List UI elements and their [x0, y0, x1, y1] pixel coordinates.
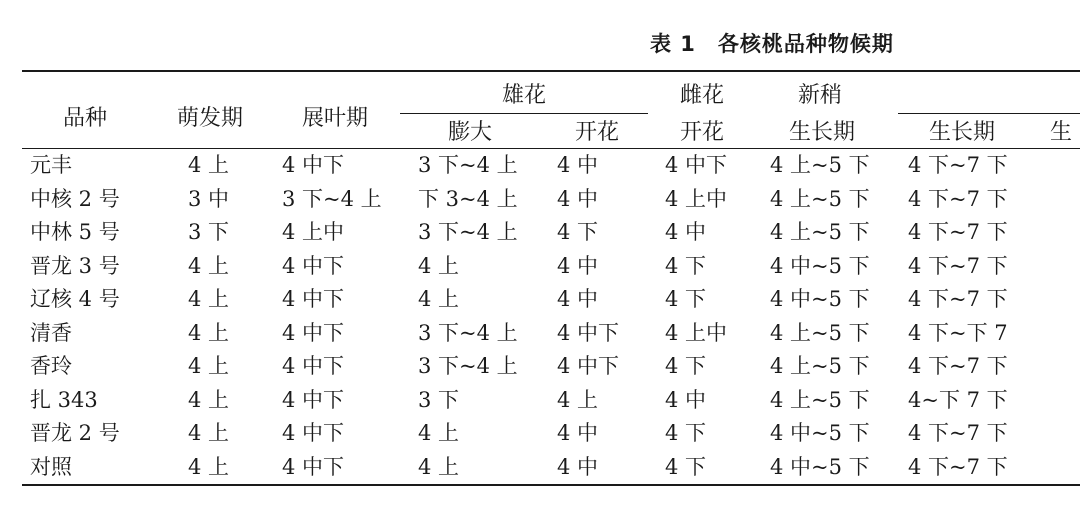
header-leafing: 展叶期: [301, 106, 369, 131]
cell-female-bloom: 4 中下: [665, 153, 728, 177]
cell-male-swell: 3 下~4 上: [418, 320, 518, 345]
cell-male-bloom: 4 中下: [557, 354, 620, 378]
cell-growth-period: 4 下~7 下: [908, 421, 1008, 445]
cell-variety: 中林 5 号: [30, 220, 120, 244]
header-male-swell: 膨大: [447, 120, 493, 145]
cell-male-bloom: 4 上: [557, 387, 599, 412]
cell-shoot-growth: 4 中~5 下: [770, 454, 870, 479]
cell-leafing: 4 上中: [282, 220, 345, 244]
cell-leafing: 4 中下: [282, 421, 345, 445]
cell-male-swell: 3 下~4 上: [418, 153, 518, 177]
cell-growth-period: 4 下~7 下: [908, 186, 1008, 211]
header-male: 雄花: [501, 83, 547, 108]
cell-variety: 对照: [30, 454, 72, 479]
cell-female-bloom: 4 下: [665, 354, 707, 378]
cell-male-swell: 下 3~4 上: [418, 186, 518, 211]
cell-shoot-growth: 4 上~5 下: [770, 220, 870, 244]
cell-female-bloom: 4 中: [665, 220, 707, 244]
cell-male-swell: 4 上: [418, 253, 460, 278]
header-female: 雌花: [679, 83, 725, 108]
cell-male-swell: 3 下~4 上: [418, 354, 518, 378]
cell-variety: 辽核 4 号: [30, 287, 120, 311]
cell-growth-period: 4 下~7 下: [908, 253, 1008, 278]
cell-shoot-growth: 4 上~5 下: [770, 387, 870, 412]
header-growth-period: 生长期: [928, 120, 996, 145]
cell-male-swell: 4 上: [418, 454, 460, 479]
cell-male-swell: 4 上: [418, 421, 460, 445]
cell-shoot-growth: 4 上~5 下: [770, 153, 870, 177]
cell-shoot-growth: 4 中~5 下: [770, 421, 870, 445]
cell-leafing: 4 中下: [282, 253, 345, 278]
header-bottom-rule: [22, 148, 1080, 149]
cell-male-swell: 3 下: [418, 387, 460, 412]
cell-budding: 4 上: [188, 387, 230, 412]
cell-female-bloom: 4 中: [665, 387, 707, 412]
cell-shoot-growth: 4 上~5 下: [770, 354, 870, 378]
cell-leafing: 4 中下: [282, 153, 345, 177]
cell-budding: 4 上: [188, 153, 230, 177]
cell-female-bloom: 4 上中: [665, 320, 728, 345]
cell-leafing: 4 中下: [282, 287, 345, 311]
cell-shoot-growth: 4 上~5 下: [770, 186, 870, 211]
cell-growth-period: 4~下 7 下: [908, 387, 1008, 412]
header-shoot-growth: 生长期: [788, 120, 856, 145]
cell-budding: 4 上: [188, 421, 230, 445]
cell-variety: 清香: [30, 320, 72, 345]
cell-budding: 4 上: [188, 320, 230, 345]
header-variety: 品种: [62, 106, 108, 131]
cell-growth-period: 4 下~7 下: [908, 220, 1008, 244]
cell-variety: 中核 2 号: [30, 186, 120, 211]
cell-growth-period: 4 下~7 下: [908, 354, 1008, 378]
header-partial: 生: [1050, 120, 1073, 145]
male-group-rule: [400, 113, 648, 114]
cell-growth-period: 4 下~下 7: [908, 320, 1008, 345]
cell-male-swell: 3 下~4 上: [418, 220, 518, 244]
cell-shoot-growth: 4 中~5 下: [770, 287, 870, 311]
cell-variety: 晋龙 2 号: [30, 421, 120, 445]
cell-growth-period: 4 下~7 下: [908, 287, 1008, 311]
cell-leafing: 4 中下: [282, 320, 345, 345]
cell-variety: 香玲: [30, 354, 72, 378]
cell-variety: 扎 343: [30, 387, 98, 412]
cell-leafing: 4 中下: [282, 354, 345, 378]
cell-male-bloom: 4 中下: [557, 320, 620, 345]
top-rule: [22, 70, 1080, 72]
header-budding: 萌发期: [176, 106, 244, 131]
table-title: 表 1 各核桃品种物候期: [650, 32, 894, 56]
cell-budding: 3 中: [188, 186, 230, 211]
cell-male-swell: 4 上: [418, 287, 460, 311]
cell-male-bloom: 4 中: [557, 421, 599, 445]
cell-budding: 4 上: [188, 354, 230, 378]
header-female-bloom: 开花: [679, 120, 725, 145]
cell-budding: 4 上: [188, 253, 230, 278]
cell-budding: 4 上: [188, 287, 230, 311]
cell-male-bloom: 4 中: [557, 287, 599, 311]
header-male-bloom: 开花: [574, 120, 620, 145]
cell-variety: 晋龙 3 号: [30, 253, 120, 278]
cell-male-bloom: 4 下: [557, 220, 599, 244]
cell-growth-period: 4 下~7 下: [908, 454, 1008, 479]
cell-male-bloom: 4 中: [557, 253, 599, 278]
cell-shoot-growth: 4 中~5 下: [770, 253, 870, 278]
bottom-rule: [22, 484, 1080, 486]
cell-male-bloom: 4 中: [557, 454, 599, 479]
cell-female-bloom: 4 下: [665, 454, 707, 479]
cell-male-bloom: 4 中: [557, 153, 599, 177]
cell-female-bloom: 4 下: [665, 287, 707, 311]
cell-female-bloom: 4 上中: [665, 186, 728, 211]
cell-female-bloom: 4 下: [665, 421, 707, 445]
cell-leafing: 4 中下: [282, 387, 345, 412]
cell-female-bloom: 4 下: [665, 253, 707, 278]
cell-male-bloom: 4 中: [557, 186, 599, 211]
header-shoot: 新稍: [797, 83, 843, 108]
cell-shoot-growth: 4 上~5 下: [770, 320, 870, 345]
cell-leafing: 4 中下: [282, 454, 345, 479]
cell-budding: 4 上: [188, 454, 230, 479]
cell-leafing: 3 下~4 上: [282, 186, 382, 211]
cell-variety: 元丰: [30, 153, 72, 177]
growth-group-rule: [898, 113, 1080, 114]
cell-budding: 3 下: [188, 220, 230, 244]
cell-growth-period: 4 下~7 下: [908, 153, 1008, 177]
